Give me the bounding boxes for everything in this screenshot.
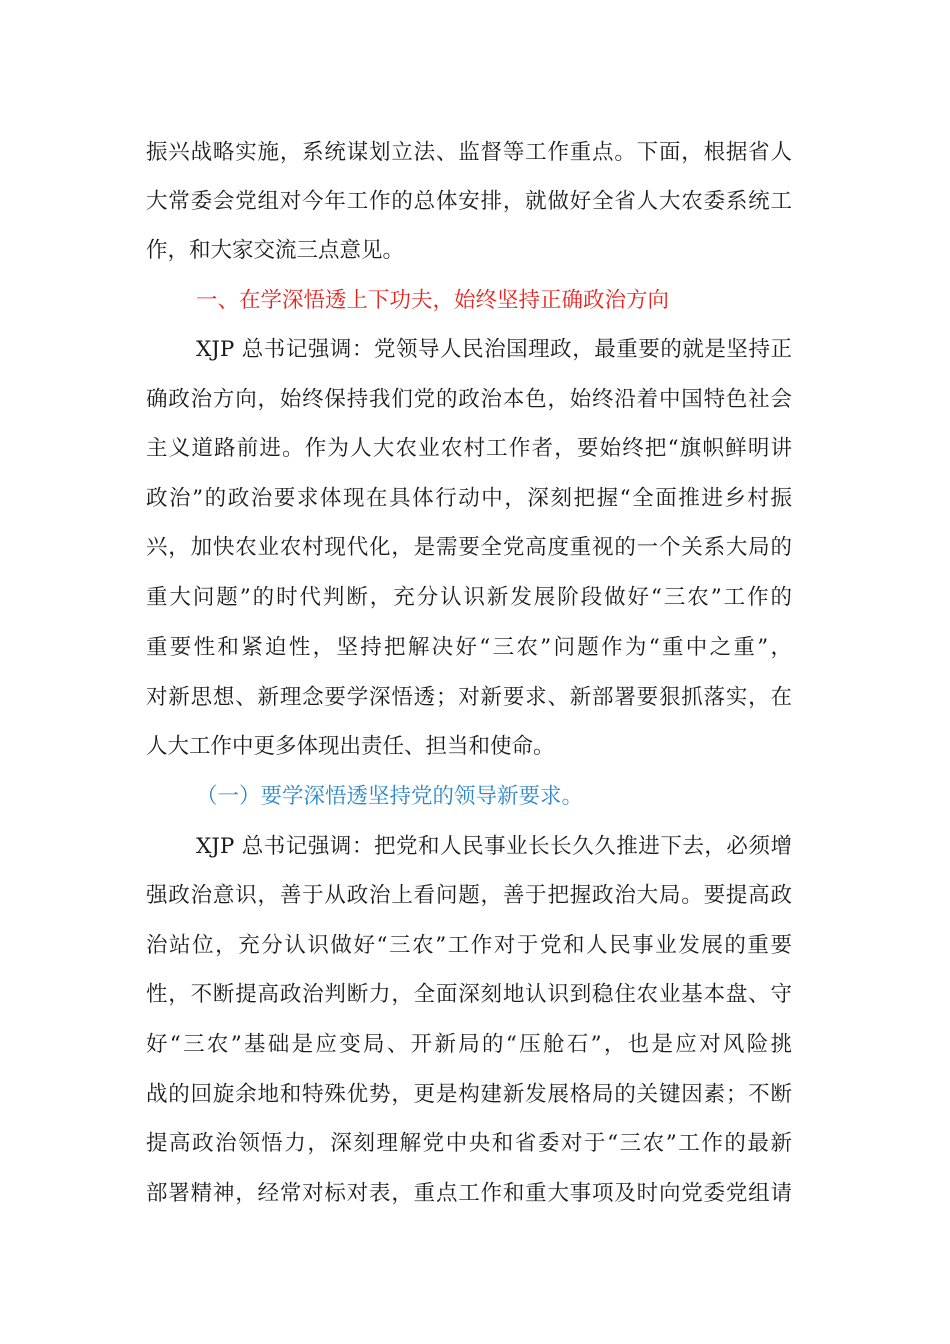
paragraph-line: XJP 总书记强调：把党和人民事业长长久久推进下去，必须增 <box>196 834 792 859</box>
paragraph-line: 兴，加快农业农村现代化，是需要全党高度重视的一个关系大局的 <box>146 535 792 560</box>
paragraph-line: 好“三农”基础是应变局、开新局的“压舱石”，也是应对风险挑 <box>146 1032 792 1057</box>
paragraph-line: 大常委会党组对今年工作的总体安排，就做好全省人大农委系统工 <box>146 189 792 214</box>
subsection-heading: （一）要学深悟透坚持党的领导新要求。 <box>196 784 584 809</box>
paragraph-line: XJP 总书记强调：党领导人民治国理政，最重要的就是坚持正 <box>196 337 792 362</box>
paragraph-line: 战的回旋余地和特殊优势，更是构建新发展格局的关键因素；不断 <box>146 1082 792 1107</box>
paragraph-line: 提高政治领悟力，深刻理解党中央和省委对于“三农”工作的最新 <box>146 1131 792 1156</box>
paragraph-line: 重要性和紧迫性，坚持把解决好“三农”问题作为“重中之重”， <box>146 635 792 660</box>
paragraph-line: 人大工作中更多体现出责任、担当和使命。 <box>146 734 555 759</box>
paragraph-line: 作，和大家交流三点意见。 <box>146 238 405 263</box>
paragraph-line: 主义道路前进。作为人大农业农村工作者，要始终把“旗帜鲜明讲 <box>146 436 792 461</box>
paragraph-line: 治站位，充分认识做好“三农”工作对于党和人民事业发展的重要 <box>146 933 792 958</box>
paragraph-line: 重大问题”的时代判断，充分认识新发展阶段做好“三农”工作的 <box>146 585 792 610</box>
paragraph-line: 政治”的政治要求体现在具体行动中，深刻把握“全面推进乡村振 <box>146 486 792 511</box>
paragraph-line: 确政治方向，始终保持我们党的政治本色，始终沿着中国特色社会 <box>146 387 792 412</box>
paragraph-line: 振兴战略实施，系统谋划立法、监督等工作重点。下面，根据省人 <box>146 140 792 165</box>
paragraph-line: 部署精神，经常对标对表，重点工作和重大事项及时向党委党组请 <box>146 1181 792 1206</box>
paragraph-line: 对新思想、新理念要学深悟透；对新要求、新部署要狠抓落实，在 <box>146 685 792 710</box>
section-heading: 一、在学深悟透上下功夫，始终坚持正确政治方向 <box>196 288 670 313</box>
paragraph-line: 强政治意识，善于从政治上看问题，善于把握政治大局。要提高政 <box>146 883 792 908</box>
paragraph-line: 性，不断提高政治判断力，全面深刻地认识到稳住农业基本盘、守 <box>146 982 792 1007</box>
